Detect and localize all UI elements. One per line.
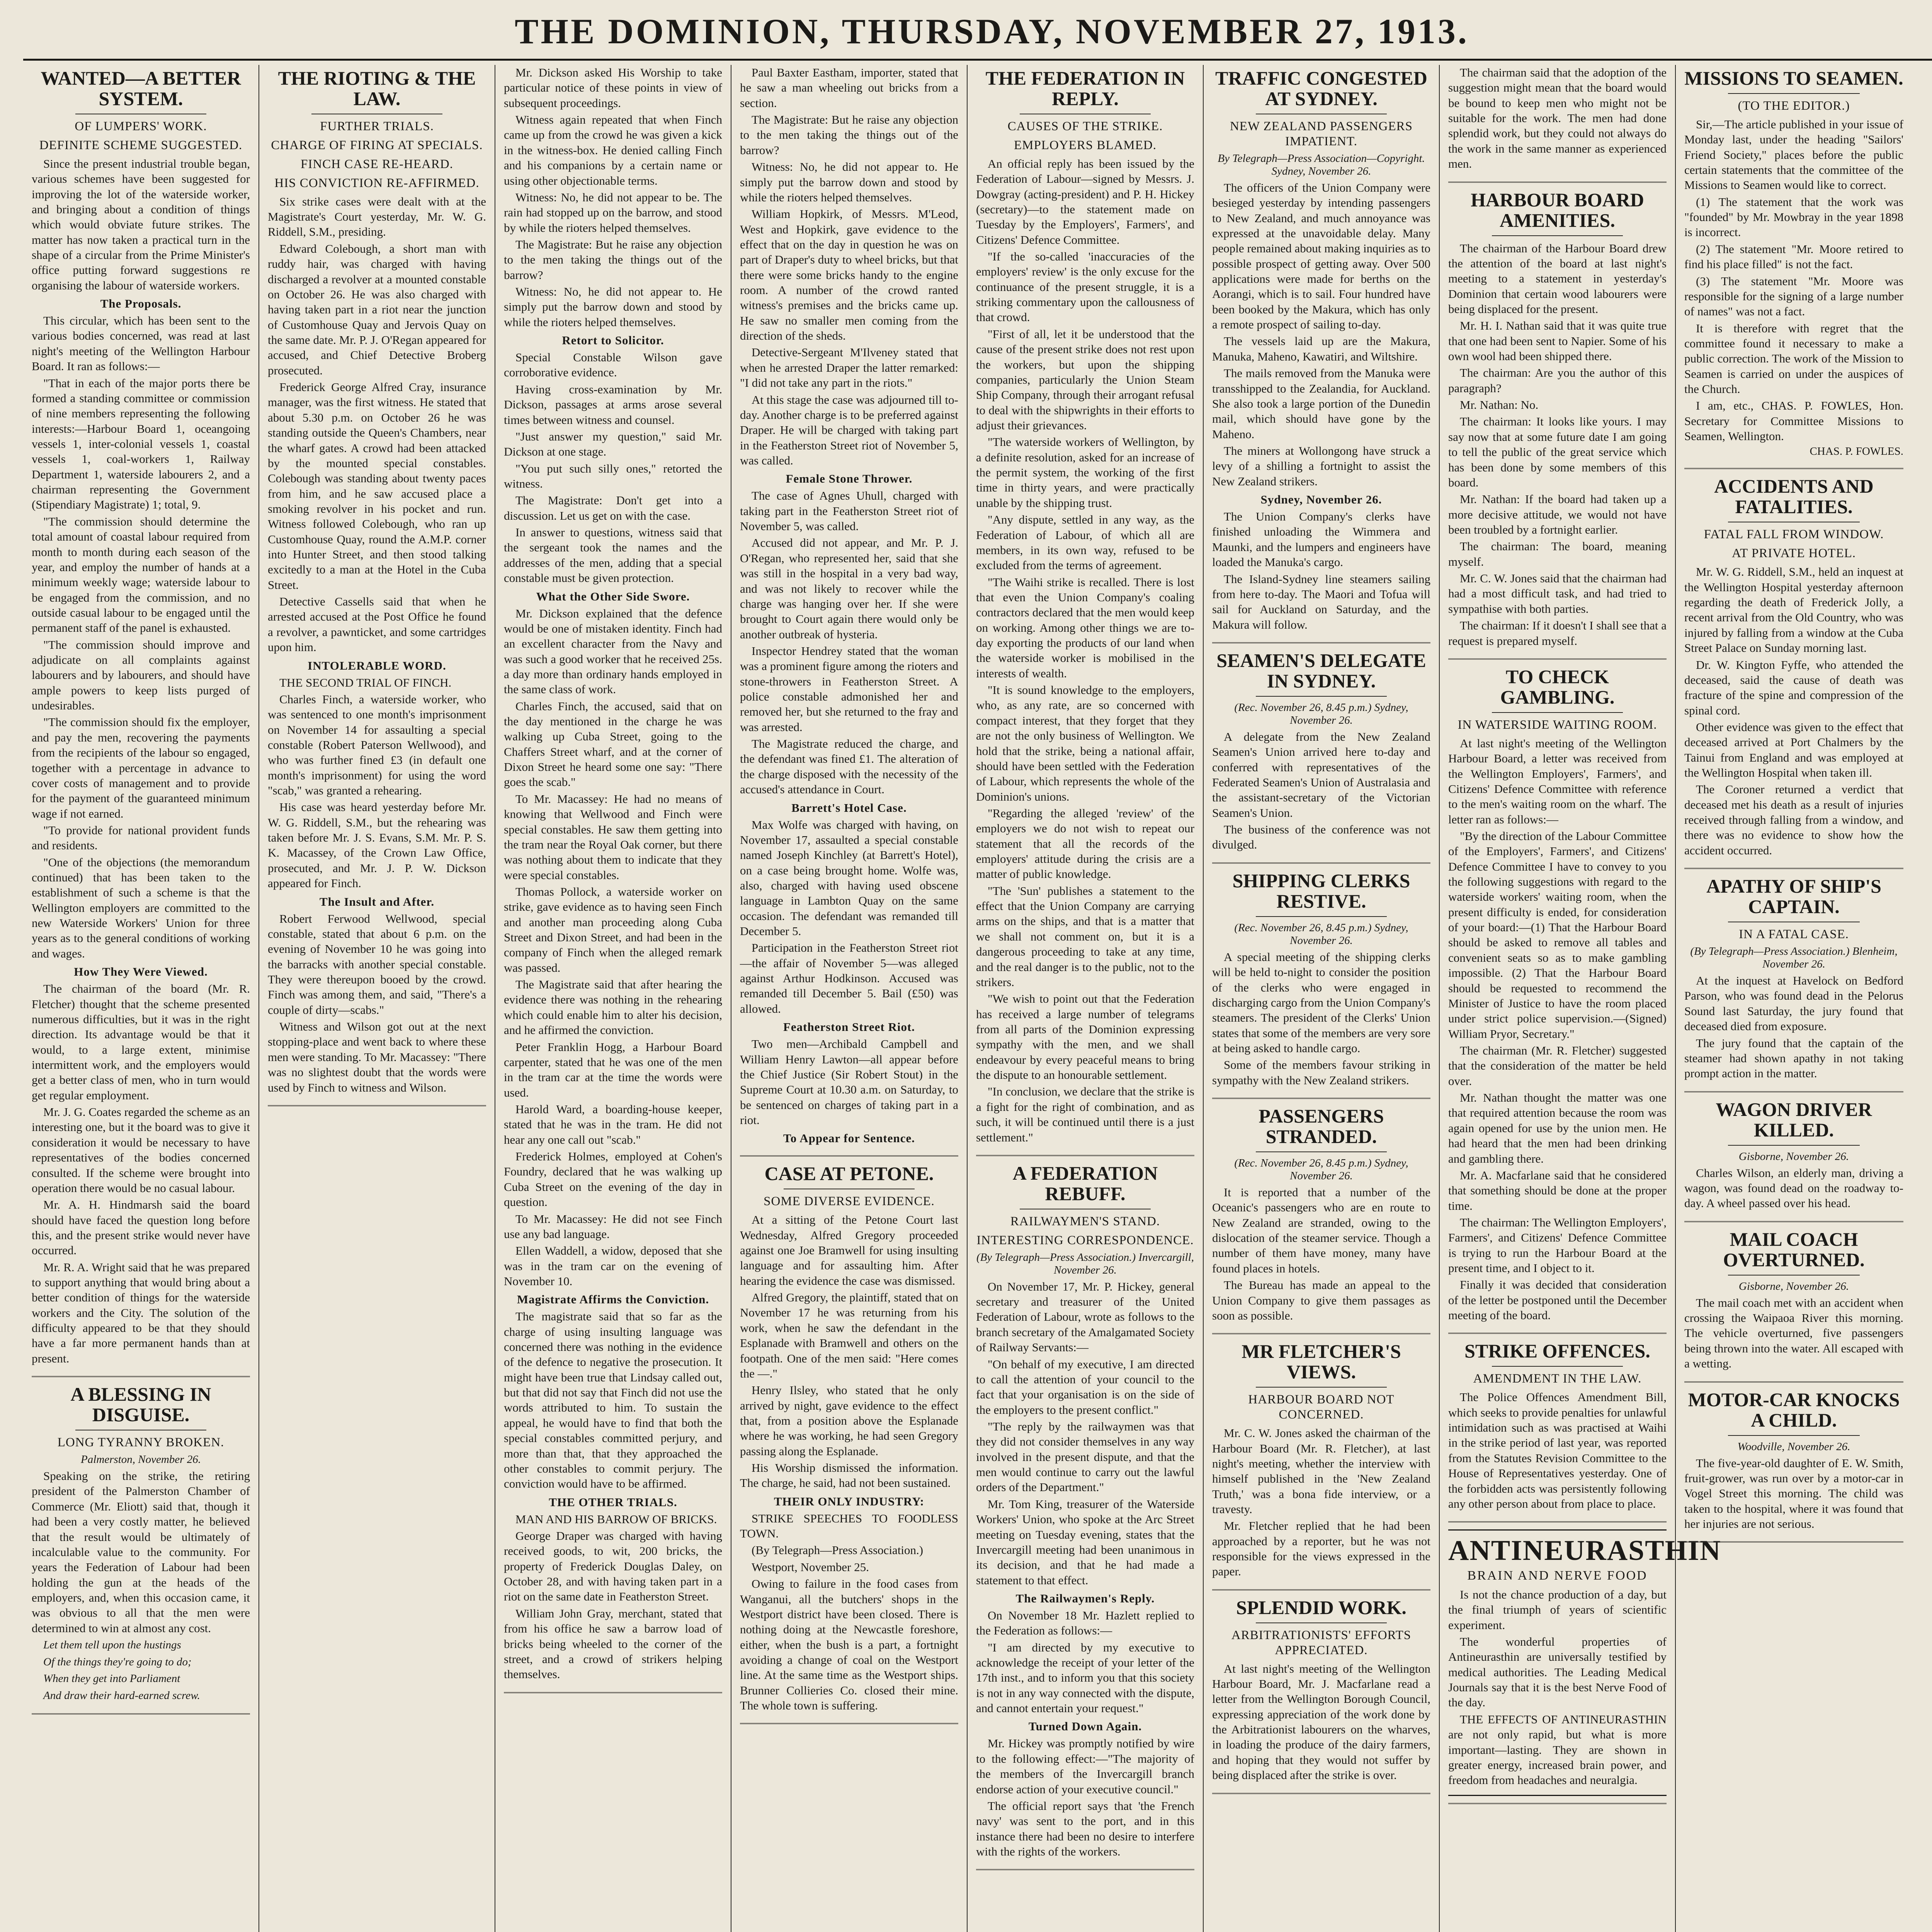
article-headline: MR FLETCHER'S VIEWS. [1242, 1340, 1401, 1383]
paragraph: The chairman: The Wellington Employers', Farmers', and Citizens' Defence Committee is trying to run the Harbour Board at the present time, and I object to it. [1448, 1215, 1667, 1275]
paragraph: "Regarding the alleged 'review' of the employers we do not wish to repeat our statement that all the records of the employers' attitude during the crisis are a matter of public knowledge. [976, 806, 1194, 881]
article [1448, 667, 1667, 1323]
article [1684, 1099, 1903, 1211]
article [1448, 190, 1667, 648]
paragraph: At this stage the case was adjourned till to-day. Another charge is to be preferred against Draper. He will be charged with taking part in the Featherston Street riot of November 5, was called. [740, 393, 958, 467]
article-subheading: AMENDMENT IN THE LAW. [1473, 1372, 1642, 1386]
article-subheading: LONG TYRANNY BROKEN. [57, 1435, 224, 1450]
article [504, 65, 722, 1682]
paragraph: Edward Colebough, a short man with ruddy hair, was charged with having discharged a revolver at a mounted constable on October 26. He was also charged with having taken part in a riot near the junction of Customhouse Quay and Jervois Quay on the same date. Mr. P. J. O'Regan appeared for accused, and Chief Detective Broberg prosecuted. [268, 242, 486, 377]
paragraph: Mr. Nathan: No. [1460, 398, 1539, 412]
article-separator [1448, 1803, 1667, 1804]
paragraph: I am, etc., CHAS. P. FOWLES, Hon. Secretary for Committee Missions to Seamen, Wellington. [1684, 399, 1903, 443]
paragraph: The official report says that 'the French navy' was sent to the port, and in this instance there had been no desire to interfere with the rights of the workers. [976, 1799, 1194, 1858]
dateline: (Rec. November 26, 8.45 p.m.) Sydney, November 26. [1234, 921, 1408, 947]
article [268, 68, 486, 1095]
paragraph: "We wish to point out that the Federation has received a large number of telegrams from all parts of the Dominion expressing sympathy with the men, and we shall endeavour by every peaceful means to bring the dispute to an honourable settlement. [976, 992, 1194, 1082]
masthead [23, 9, 1932, 61]
paragraph: "You put such silly ones," retorted the witness. [504, 461, 722, 490]
paragraph: The chairman: If it doesn't I shall see that a request is prepared myself. [1448, 619, 1667, 648]
paragraph: The miners at Wollongong have struck a levy of a shilling a fortnight to assist the New Zealand strikers. [1212, 444, 1430, 488]
verse-line: Let them tell upon the hustings [43, 1639, 181, 1651]
paragraph: The Magistrate said that after hearing the evidence there was nothing in the rehearing which could enable him to alter his decision, and he affirmed the conviction. [504, 978, 722, 1037]
column-7 [1440, 65, 1721, 1932]
paragraph: To Mr. Macassey: He did not see Finch use any bad language. [504, 1212, 722, 1241]
divider [1492, 235, 1623, 236]
paragraph: At last night's meeting of the Wellington Harbour Board, a letter was received from the Wellington Employers', Farmers', and Citizens' Defence Committee with reference to the men's waiting room on the wharf. The letter ran as follows:— [1448, 736, 1667, 826]
paragraph: The mail coach met with an accident when crossing the Waipaoa River this morning. The vehicle overturned, five passengers being thrown into the water. All escaped with a wetting. [1684, 1296, 1903, 1371]
paragraph: The Coroner returned a verdict that deceased met his death as a result of injuries received through falling from a window, and there was no evidence to show how the accident occurred. [1684, 782, 1903, 857]
article-separator [1212, 1098, 1430, 1099]
paragraph: The jury found that the captain of the steamer had shown apathy in not taking prompt action in the matter. [1684, 1036, 1903, 1080]
paragraph: THE EFFECTS OF ANTINEURASTHIN are not only rapid, but what is more important—lasting. They are shown in greater energy, increased brain power, and freedom from headaches and neuralgia. [1448, 1712, 1667, 1787]
paragraph: "The commission should improve and adjudicate on all complaints against labourers and by labourers, and should have ample powers to keep lists purged of undesirables. [32, 638, 250, 713]
paragraph: Speaking on the strike, the retiring president of the Palmerston Chamber of Commerce (Mr. Eliott) said that, though it had been a very costly matter, he believed that the result would be ultimately of incalculable value to the community. For years the Federation of Labour had been holding the gun at the heads of the employers, and, when this occasion came, it was obvious to all that the men were determined to win at almost any cost. [32, 1469, 250, 1635]
article-separator [1684, 468, 1903, 469]
column-2 [259, 65, 495, 1932]
paragraph: STRIKE SPEECHES TO FOODLESS TOWN. [740, 1511, 958, 1541]
paragraph: Alfred Gregory, the plaintiff, stated that on November 17 he was returning from his work, when he saw the defendant in the Esplanade with Bramwell and others on the footpath. One of the men said: "Here comes the —." [740, 1291, 958, 1380]
paragraph: Ellen Waddell, a widow, deposed that she was in the tram car on the evening of November 10. [504, 1244, 722, 1288]
article-subheading: CHARGE OF FIRING AT SPECIALS. [271, 138, 483, 152]
paragraph: William Hopkirk, of Messrs. M'Leod, West and Hopkirk, gave evidence to the effect that on the day in question he was on part of Draper's duty to wheel bricks, but that there were some bricks handy to the engine room. A number of the crowd ranted witness's premises and the bricks came up. He saw no smaller men coming from the direction of the sheds. [740, 207, 958, 343]
paragraph: Mr. Nathan thought the matter was one that required attention because the room was again opened for use by the union men. He had heard that the men had been drinking and gambling there. [1448, 1091, 1667, 1165]
article-headline: WANTED—A BETTER SYSTEM. [41, 67, 241, 109]
paragraph: On November 18 Mr. Hazlett replied to the Federation as follows:— [976, 1608, 1194, 1638]
paragraph: Frederick George Alfred Cray, insurance manager, was the first witness. He stated that about 5.30 p.m. on October 26 he was standing outside the Queen's Chambers, near the wharf gates. A crowd had been attacked by the mounted special constables. Colebough was standing about twenty paces from him, and he saw accused place a smoking revolver in his pocket and run. Witness followed Colebough, who ran up Customhouse Quay, round the A.M.P. corner into Hunter Street, and then stood talking excitedly to a man at the Hotel in the Cuba Street. [268, 380, 486, 592]
paragraph: The magistrate said that so far as the charge of using insulting language was concerned there was nothing in the evidence of the defence to negative the prosecution. It might have been true that Lindsay called out, but that did not say that Finch did not use the words attributed to him. To sustain the appeal, he would have to find that both the special constables committed perjury, and more than that, that they approached the other constables to commit perjury. The conviction would have to be affirmed. [504, 1310, 722, 1491]
article [1448, 1341, 1667, 1511]
article [32, 1384, 250, 1703]
paragraph: The Magistrate: Don't get into a discussion. Let us get on with the case. [504, 493, 722, 522]
paragraph: "If the so-called 'inaccuracies of the employers' review' is the only excuse for the continuance of the present struggle, it is a striking commentary upon the callousness of that crowd. [976, 250, 1194, 324]
article-headline: PASSENGERS STRANDED. [1259, 1105, 1384, 1148]
paragraph: George Draper was charged with having received goods, to wit, 200 bricks, the property of Frederick Douglas Daley, on October 28, and with having taken part in a riot on the same date in Featherston Street. [504, 1529, 722, 1604]
dateline: (Rec. November 26, 8.45 p.m.) Sydney, November 26. [1234, 1157, 1408, 1182]
paragraph: Mr. J. G. Coates regarded the scheme as an interesting one, but it the board was to give it consideration it would be necessary to have representatives of the bodies concerned consulted. If the scheme were brought into operation there would be no casual labour. [32, 1105, 250, 1195]
article-headline: ANTINEURASTHIN [1448, 1535, 1721, 1567]
paragraph: Westport, November 25. [752, 1560, 869, 1574]
paragraph: The Magistrate: But he raise any objection to the men taking the things out of the barrow? [504, 237, 722, 282]
section-subheading: Magistrate Affirms the Conviction. [517, 1293, 709, 1306]
paragraph: Max Wolfe was charged with having, on November 17, assaulted a special constable named Joseph Kinchley (at Barrett's Hotel), on a case being brought home. Wolfe was, also, charged with having used obscene language in Lambton Quay on the same occasion. The defendant was remanded till December 5. [740, 818, 958, 938]
article-subheading: FINCH CASE RE-HEARD. [301, 157, 453, 171]
paragraph: Sir,—The article published in your issue of Monday last, under the heading "Sailors' Friend Society," places before the public certain statements that the committee of the Missions to Seamen would like to correct. [1684, 117, 1903, 192]
paragraph: "On behalf of my executive, I am directed to call the attention of your council to the fact that your organisation is on the side of the employers to the present conflict." [976, 1357, 1194, 1417]
paragraph: Two men—Archibald Campbell and William Henry Lawton—all appear before the Chief Justice (Sir Robert Stout) in the Supreme Court at 10.30 a.m. on Saturday, to be sentenced on charges of taking part in a riot. [740, 1037, 958, 1127]
section-subheading: Barrett's Hotel Case. [791, 801, 907, 815]
article [740, 65, 958, 1145]
paragraph: Special Constable Wilson gave corroborative evidence. [504, 350, 722, 379]
paragraph: Charles Wilson, an elderly man, driving a wagon, was found dead on the roadway to-day. A wheel passed over his head. [1684, 1166, 1903, 1210]
paragraph: The Bureau has made an appeal to the Union Company to give them passages as soon as possible. [1212, 1278, 1430, 1322]
paragraph: Mr. Dickson asked His Worship to take particular notice of these points in view of subsequent proceedings. [504, 66, 722, 110]
column-4 [731, 65, 968, 1932]
paragraph: A special meeting of the shipping clerks will be held to-night to consider the position of the clerks who were engaged in discharging cargo from the Union Company's steamers. The president of the Clerks' Union states that some of the members are very sore at being asked to handle cargo. [1212, 950, 1430, 1055]
section-subheading: The Insult and After. [319, 895, 435, 908]
paragraph: The chairman of the Harbour Board drew the attention of the board at last night's meeting to a statement in yesterday's Dominion that certain wood labourers were being displaced for the present. [1448, 241, 1667, 316]
paragraph: It is therefore with regret that the committee found it necessary to make a public correction. The work of the Mission to Seamen is carried on under the auspices of the Church. [1684, 321, 1903, 396]
divider [1256, 696, 1387, 697]
paragraph: Dr. W. Kington Fyffe, who attended the deceased, said the cause of death was fracture of the spine and compression of the spinal cord. [1684, 658, 1903, 717]
article-headline: WAGON DRIVER KILLED. [1716, 1098, 1872, 1141]
article-subheading: INTERESTING CORRESPONDENCE. [976, 1233, 1194, 1247]
paragraph: Mr. Nathan: If the board had taken up a more decisive attitude, we would not have been troubled by a fortnight earlier. [1448, 492, 1667, 536]
article [1212, 1106, 1430, 1323]
paragraph: The vessels laid up are the Makura, Manuka, Maheno, Kawatiri, and Wiltshire. [1212, 334, 1430, 363]
paragraph: The mails removed from the Manuka were transshipped to the Zealandia, for Auckland. She also took a large portion of the Dunedin mail, which should have gone by the Maheno. [1212, 366, 1430, 441]
verse-line: And draw their hard-earned screw. [43, 1689, 200, 1702]
paragraph: Henry Ilsley, who stated that he only arrived by night, gave evidence to the effect that, from a position above the Esplanade where he was working, he had seen Gregory passing along the Esplanade. [740, 1383, 958, 1458]
divider [1492, 712, 1623, 713]
paragraph: Witness: No, he did not appear to be. The rain had stopped up on the barrow, and stood by while the rioters helped themselves. [504, 190, 722, 235]
paragraph: Some of the members favour striking in sympathy with the New Zealand strikers. [1212, 1058, 1430, 1087]
article-separator [1212, 642, 1430, 643]
article-separator [740, 1155, 958, 1156]
dateline: (By Telegraph—Press Association.) Blenheim, November 26. [1690, 945, 1898, 971]
paragraph: Owing to failure in the food cases from Wanganui, all the butchers' shops in the Westport district have been closed. There is nothing doing at the Newcastle foreshore, either, when the bush is a part, a fortnight avoiding a change of coal on the Westport line. At the same time as the Westport ships. Brunner Collieries Co. closed their mine. The whole town is suffering. [740, 1577, 958, 1713]
paragraph: Peter Franklin Hogg, a Harbour Board carpenter, stated that he was one of the men in the tram car at the time the words were used. [504, 1040, 722, 1099]
article [1684, 476, 1903, 858]
paragraph: Frederick Holmes, employed at Cohen's Foundry, declared that he was walking up Cuba Street on the evening of the day in question. [504, 1150, 722, 1209]
article-subheading: CAUSES OF THE STRIKE. [1007, 119, 1163, 133]
paragraph: The officers of the Union Company were besieged yesterday by intending passengers to New Zealand, and much annoyance was expressed at the unavoidable delay. Many people remained about making inquiries as to possible prospect of getting away. Over 500 applications were made for berths on the Aorangi, which is to sail. Four hundred have been booked by the Makura, which has only a remote prospect of sailing to-day. [1212, 180, 1430, 332]
paragraph: "It is sound knowledge to the employers, who, as any rate, are so concerned with compact interest, that they forget that they are not the only business of Wellington. We hold that the strike, being a national affair, should have been settled with the Federation of Labour, which represents the whole of the Dominion's unions. [976, 683, 1194, 803]
signature: CHAS. P. FOWLES. [1810, 445, 1903, 458]
paragraph: Mr. A. H. Hindmarsh said the board should have faced the question long before this, and the present strike would never have occurred. [32, 1198, 250, 1257]
paragraph: "The waterside workers of Wellington, by a definite resolution, asked for an increase of the permit system, the working of the first time in thirty years, and were practically unable by the shipping trust. [976, 435, 1194, 510]
article-separator [1684, 868, 1903, 869]
article-separator [32, 1713, 250, 1714]
paragraph: At last night's meeting of the Wellington Harbour Board, Mr. J. Macfarlane read a letter from the Wellington Borough Council, expressing appreciation of the work done by the Arbitrationist labourers on the wharves, in loading the produce of the dairy farmers, and hoping that they would not suffer by being displaced after the strike is over. [1212, 1662, 1430, 1782]
article [1684, 876, 1903, 1081]
paragraph: The Police Offences Amendment Bill, which seeks to provide penalties for unlawful intimidation such as was practised at Waihi in the strike period of last year, was reported from the Statutes Revision Committee to the House of Representatives yesterday. One of the forbidden acts was persistently following any other person about from place to place. [1448, 1390, 1667, 1510]
paragraph: Mr. W. G. Riddell, S.M., held an inquest at the Wellington Hospital yesterday afternoon regarding the death of Frederick Jolly, a recent arrival from the Old Country, who was injured by falling from a window at the Cuba Street Palace on Sunday morning last. [1684, 565, 1903, 655]
paragraph: William John Gray, merchant, stated that from his office he saw a barrow load of bricks being wheeled to the corner of the street, and a crowd of strikers helping themselves. [504, 1606, 722, 1681]
paragraph: Detective-Sergeant M'Ilveney stated that when he arrested Draper the latter remarked: "I did not take any part in the riots." [740, 345, 958, 390]
paragraph: An official reply has been issued by the Federation of Labour—signed by Messrs. J. Dowgray (acting-president) and P. H. Hickey (secretary)—to the statement made on Tuesday by the Employers', Farmers', and Citizens' Defence Committee. [976, 156, 1194, 247]
article-subheading: DEFINITE SCHEME SUGGESTED. [39, 138, 243, 152]
section-subheading: Turned Down Again. [1028, 1719, 1142, 1733]
paragraph: Witness: No, he did not appear to. He simply put the barrow down and stood by while the rioters helped themselves. [740, 160, 958, 204]
dateline: (By Telegraph—Press Association.) Invercargill, November 26. [976, 1251, 1194, 1276]
dateline: Gisborne, November 26. [1738, 1150, 1849, 1163]
article [1684, 68, 1903, 458]
article-separator [740, 1723, 958, 1724]
divider [1728, 1275, 1859, 1276]
section-subheading: Female Stone Thrower. [786, 472, 913, 486]
article [976, 68, 1194, 1145]
article [1212, 1341, 1430, 1579]
paragraph: Charles Finch, the accused, said that on the day mentioned in the charge he was walking up Cuba Street, going to the Chaffers Street wharf, and at the corner of Dixon Street he heard some one say: "There goes the scab." [504, 699, 722, 789]
article-separator [1684, 1541, 1903, 1543]
article [1212, 650, 1430, 852]
article-separator [976, 1869, 1194, 1870]
article-headline: MAIL COACH OVERTURNED. [1723, 1228, 1865, 1270]
paragraph: Participation in the Featherston Street riot—the affair of November 5—was alleged against Arthur Hodkinson. Accused was remanded till December 5. Bail (£50) was allowed. [740, 941, 958, 1015]
article-headline: APATHY OF SHIP'S CAPTAIN. [1706, 875, 1881, 918]
column-8 [1676, 65, 1912, 1932]
article [1684, 1389, 1903, 1532]
paragraph: "That in each of the major ports there be formed a standing committee or commission of nine members representing the following interests:—Harbour Board 1, oceangoing vessels 1, inter-colonial vessels 1, coastal vessels 1, coal-workers 1, Railway Department 1, waterside labourers 2, and a chairman representing the Government (Stipendiary Magistrate) 1; total, 9. [32, 376, 250, 512]
article-separator [1448, 1521, 1667, 1522]
paragraph: The chairman: It looks like yours. I may say now that at some future date I am going to tell the public of the great service which has been done by some members of this board. [1448, 415, 1667, 489]
column-5 [968, 65, 1204, 1932]
article-separator [1448, 182, 1667, 183]
divider [1256, 1622, 1387, 1623]
dateline: Palmerston, November 26. [81, 1453, 201, 1466]
paragraph: To Mr. Macassey: He had no means of knowing that Wellwood and Finch were special constables. He saw them getting into the tram near the Royal Oak corner, but there was nothing about them to indicate that they were special constables. [504, 792, 722, 882]
article [32, 68, 250, 1366]
paragraph: The chairman (Mr. R. Fletcher) suggested that the consideration of the matter be held over. [1448, 1043, 1667, 1088]
article-headline: MISSIONS TO SEAMEN. [1684, 67, 1903, 89]
article-separator [1448, 658, 1667, 660]
paragraph: Mr. Hickey was promptly notified by wire to the following effect:—"The majority of the members of the Invercargill branch endorse action of your executive council." [976, 1736, 1194, 1796]
paragraph: Inspector Hendrey stated that the woman was a prominent figure among the rioters and stone-throwers in Featherston Street. A police constable admonished her and removed her, but she returned to the fray and was arrested. [740, 644, 958, 734]
paragraph: THE SECOND TRIAL OF FINCH. [279, 675, 452, 689]
paragraph: The five-year-old daughter of E. W. Smith, fruit-grower, was run over by a motor-car in Vogel Street this morning. The child was taken to the hospital, where it was found that her injuries are not serious. [1684, 1456, 1903, 1531]
article-headline: THE RIOTING & THE LAW. [278, 67, 476, 109]
paragraph: (1) The statement that the work was "founded" by Mr. Mowbray in the year 1898 is incorrect. [1684, 195, 1903, 239]
article-headline: CASE AT PETONE. [764, 1163, 934, 1185]
article-separator [1212, 1333, 1430, 1334]
paragraph: The Magistrate: But he raise any objection to the men taking the things out of the barrow? [740, 113, 958, 157]
article-headline: ACCIDENTS AND FATALITIES. [1714, 475, 1874, 518]
paragraph: The chairman of the board (Mr. R. Fletcher) thought that the scheme presented numerous difficulties, but it was in the right direction. Its advantage would be that it would, to a large extent, minimise intermittent work, and the employers would get a better class of men, who in turn would get regular employment. [32, 982, 250, 1102]
article-separator [32, 1376, 250, 1377]
paragraph: "Just answer my question," said Mr. Dickson at one stage. [504, 429, 722, 459]
article-separator [1448, 1333, 1667, 1334]
article-headline: MOTOR-CAR KNOCKS A CHILD. [1688, 1388, 1900, 1431]
dateline: Woodville, November 26. [1737, 1440, 1850, 1453]
article [1212, 871, 1430, 1088]
article-subheading: EMPLOYERS BLAMED. [1014, 138, 1157, 152]
article [1212, 1597, 1430, 1783]
paragraph: Robert Ferwood Wellwood, special constable, stated that about 6 p.m. on the evening of November 10 he was going into the barracks with another special constable. They were thereupon booed by the crowd. Finch was among them, and said, "There's a couple of dirty—scabs." [268, 912, 486, 1017]
paragraph: It is reported that a number of the Oceanic's passengers who are en route to New Zealand are stranded, owing to the dislocation of the steamer service. Though a number of them have money, many have found places in hotels. [1212, 1185, 1430, 1275]
paragraph: Thomas Pollock, a waterside worker on strike, gave evidence as to having seen Finch and another man proceeding along Cuba Street and Dixon Street, and had been in the company of Finch when the alleged remark was passed. [504, 884, 722, 975]
paragraph: "The commission should determine the total amount of coastal labour required from month to month during each season of the year, and employ the number of hands at a minimum weekly wage; waterside labour to be engaged from the commission, and no outside casual labour to be engaged until the permanent staff of the panel is exhausted. [32, 514, 250, 635]
divider [1492, 1366, 1623, 1367]
column-1 [23, 65, 259, 1932]
paragraph: Mr. Tom King, treasurer of the Waterside Workers' Union, who spoke at the Arc Street meeting on Tuesday evening, states that the Invercargill meeting had been unanimous in its decision, and that he had made a statement to that effect. [976, 1497, 1194, 1587]
paragraph: Mr. R. A. Wright said that he was prepared to support anything that would bring about a better condition of things for the waterside workers and the City. The solution of the difficulty appeared to be that they should have a far more permanent hands than at present. [32, 1260, 250, 1365]
divider [1256, 1387, 1387, 1388]
article [740, 1163, 958, 1713]
section-subheading: The Proposals. [100, 297, 182, 311]
article-separator [1212, 862, 1430, 864]
paragraph: On November 17, Mr. P. Hickey, general secretary and treasurer of the United Federation of Labour, wrote as follows to the branch secretary of the Amalgamated Society of Railway Servants:— [976, 1279, 1194, 1354]
paragraph: Witness again repeated that when Finch came up from the crowd he was given a kick in the witness-box. He denied calling Finch and his companions by a certain name or using other objectionable terms. [504, 113, 722, 187]
paragraph: Witness and Wilson got out at the next stopping-place and went back to where these men were standing. To Mr. Macassey: "There was no slightest doubt that the words were used by Finch to witness and Wilson. [268, 1020, 486, 1094]
article-subheading: BRAIN AND NERVE FOOD [1467, 1568, 1648, 1583]
section-subheading: To Appear for Sentence. [783, 1131, 915, 1145]
advertisement [1448, 1529, 1721, 1796]
dateline: By Telegraph—Press Association—Copyright. Sydney, November 26. [1218, 152, 1425, 177]
article-headline: THE FEDERATION IN REPLY. [985, 67, 1185, 109]
section-subheading: INTOLERABLE WORD. [308, 658, 446, 672]
paragraph: "The reply by the railwaymen was that they did not consider themselves in any way involved in the present dispute, and that the men would continue to carry out the lawful orders of the Department." [976, 1419, 1194, 1494]
paragraph: "The 'Sun' publishes a statement to the effect that the Union Company are carrying arms on the ships, and that is a matter that we shall not comment on, but it is a dangerous proceeding to take at any time, and the real danger is to the public, not to the strikers. [976, 884, 1194, 989]
article-subheading: RAILWAYMEN'S STAND. [1010, 1214, 1160, 1228]
section-subheading: THE OTHER TRIALS. [549, 1495, 677, 1509]
paragraph: The case of Agnes Uhull, charged with taking part in the Featherston Street riot of November 5, was called. [740, 489, 958, 533]
section-subheading: Featherston Street Riot. [783, 1020, 915, 1034]
paragraph: The business of the conference was not divulged. [1212, 823, 1430, 852]
divider [1256, 1151, 1387, 1152]
paragraph: Having cross-examination by Mr. Dickson, passages at arms arose several times between witness and counsel. [504, 382, 722, 427]
verse-line: Of the things they're going to do; [43, 1655, 192, 1668]
article-headline: A FEDERATION REBUFF. [1012, 1162, 1158, 1204]
section-subheading: How They Were Viewed. [74, 965, 208, 979]
paragraph: His Worship dismissed the information. The charge, he said, had not been sustained. [740, 1461, 958, 1490]
article-separator [1212, 1589, 1430, 1590]
paragraph: "In conclusion, we declare that the strike is a fight for the right of combination, and as such, it will be continued until there is a just settlement." [976, 1085, 1194, 1144]
paragraph: The chairman: The board, meaning myself. [1448, 539, 1667, 568]
section-subheading: Retort to Solicitor. [562, 333, 664, 347]
article-headline: SEAMEN'S DELEGATE IN SYDNEY. [1216, 649, 1426, 692]
divider [1728, 93, 1859, 94]
paragraph: The wonderful properties of Antineurasthin are universally testified by medical authorities. The Leading Medical Journals say that it is the best Nerve Food of the day. [1448, 1635, 1667, 1709]
paragraph: "One of the objections (the memorandum continued) that has been taken to the establishment of such a scheme is that the Wellington employers are committed to the new Waterside Workers' Union for three years as to the general conditions of working and wages. [32, 855, 250, 960]
paragraph: The chairman: Are you the author of this paragraph? [1448, 366, 1667, 395]
paragraph: Paul Baxter Eastham, importer, stated that he saw a man wheeling out bricks from a section. [740, 66, 958, 110]
paragraph: Six strike cases were dealt with at the Magistrate's Court yesterday, Mr. W. G. Riddell, S.M., presiding. [268, 194, 486, 239]
dateline: (Rec. November 26, 8.45 p.m.) Sydney, November 26. [1234, 701, 1408, 726]
paragraph: Mr. H. I. Nathan said that it was quite true that one had been sent to Napier. Some of his own wool had been shipped there. [1448, 319, 1667, 363]
paragraph: Harold Ward, a boarding-house keeper, stated that he was in the tram. He did not hear any one call out "scab." [504, 1102, 722, 1146]
article-separator [1212, 1793, 1430, 1794]
article-headline: TO CHECK GAMBLING. [1500, 665, 1615, 708]
article-subheading: HARBOUR BOARD NOT CONCERNED. [1248, 1393, 1395, 1422]
paragraph: Mr. C. W. Jones asked the chairman of the Harbour Board (Mr. R. Fletcher), at last night's meeting, whether the interview with himself published in the 'New Zealand Truth,' was a bona fide interview, or a travesty. [1212, 1426, 1430, 1516]
paragraph: "The commission should fix the employer, and pay the men, recovering the payments from the recipients of the labour so engaged, together with a percentage in advance to cover costs of management and to provide for the payment of the guaranteed minimum wage if not earned. [32, 715, 250, 820]
divider [1728, 1145, 1859, 1146]
article-subheading: FURTHER TRIALS. [320, 119, 434, 133]
paragraph: Mr. Dickson explained that the defence would be one of mistaken identity. Finch had an excellent character from the Navy and was such a good worker that he received 25s. a day more than ordinary hands employed in the same class of work. [504, 606, 722, 696]
column-6 [1204, 65, 1440, 1932]
article-subheading: FATAL FALL FROM WINDOW. [1704, 527, 1884, 542]
section-subheading: Sydney, November 26. [1260, 493, 1382, 507]
paragraph: Mr. A. Macfarlane said that he considered that something should be done at the proper time. [1448, 1168, 1667, 1213]
article-subheading: IN WATERSIDE WAITING ROOM. [1458, 718, 1657, 732]
paragraph: MAN AND HIS BARROW OF BRICKS. [515, 1512, 717, 1526]
paragraph: In answer to questions, witness said that the sergeant took the names and the addresses of the men, adding that a special constable must be given protection. [504, 526, 722, 585]
article-separator [504, 1692, 722, 1693]
divider [1728, 1435, 1859, 1436]
paragraph: Other evidence was given to the effect that deceased arrived at Port Chalmers by the Tainui from England and was employed at the Wellington Hospital when taken ill. [1684, 720, 1903, 780]
paragraph: At a sitting of the Petone Court last Wednesday, Alfred Gregory proceeded against one Joe Bramwell for using insulting language and for assaulting him. After hearing the evidence the case was dismissed. [740, 1213, 958, 1287]
divider [1256, 916, 1387, 917]
article-separator [1684, 1221, 1903, 1222]
article-headline: SHIPPING CLERKS RESTIVE. [1232, 869, 1410, 912]
paragraph: Mr. Fletcher replied that he had been approached by a reporter, but he was not responsible for the views expressed in the paper. [1212, 1519, 1430, 1578]
section-subheading: THEIR ONLY INDUSTRY: [774, 1494, 925, 1508]
paragraph: This circular, which has been sent to the various bodies concerned, was read at last night's meeting of the Wellington Harbour Board. It ran as follows:— [32, 314, 250, 373]
article-subheading: ARBITRATIONISTS' EFFORTS APPRECIATED. [1231, 1628, 1412, 1657]
paragraph: A delegate from the New Zealand Seamen's Union arrived here to-day and conferred with representatives of the Federated Seamen's Union of Australasia and the assistant-secretary of the Victorian Seamen's Union. [1212, 730, 1430, 820]
article-subheading: IN A FATAL CASE. [1739, 927, 1849, 942]
paragraph: Finally it was decided that consideration of the letter be postponed until the December meeting of the board. [1448, 1278, 1667, 1322]
article-subheading: NEW ZEALAND PASSENGERS IMPATIENT. [1230, 119, 1413, 148]
article-headline: STRIKE OFFENCES. [1464, 1340, 1650, 1362]
paragraph: At the inquest at Havelock on Bedford Parson, who was found dead in the Pelorus Sound last Saturday, the jury found that deceased died from exposure. [1684, 974, 1903, 1033]
paragraph: The Magistrate reduced the charge, and the defendant was fined £1. The alteration of the charge disposed with the necessity of the accused's attendance in Court. [740, 737, 958, 796]
section-subheading: What the Other Side Swore. [536, 589, 690, 603]
paragraph: The Union Company's clerks have finished unloading the Wimmera and Maunki, and the lumpers and engineers have loaded the Manuka's cargo. [1212, 510, 1430, 569]
article [1212, 68, 1430, 632]
paragraph: "By the direction of the Labour Committee of the Employers', Farmers', and Citizens' Defence Committee I have to convey to you the following suggestions with regard to the waterside workers' waiting room, when the present difficulty is ended, for consideration of your board:—(1) That the Harbour Board should be asked to remove all tables and convenient seats so as to make gambling impossible. (2) That the Harbour Board should be requested to recommend the Minister of Justice to have the room placed under strict police supervision.—(Signed) William Pryor, Secretary." [1448, 829, 1667, 1041]
article-headline: HARBOUR BOARD AMENITIES. [1471, 189, 1644, 231]
article-separator [1684, 1091, 1903, 1092]
paragraph: Accused did not appear, and Mr. P. J. O'Regan, who represented her, said that she was still in the hospital in a very bad way, and was not likely to recover while the charge was hanging over her. If she were brought to Court again there would only be another outbreak of hysteria. [740, 536, 958, 641]
article-subheading: HIS CONVICTION RE-AFFIRMED. [274, 176, 480, 190]
column-3 [495, 65, 731, 1932]
paragraph: (2) The statement "Mr. Moore retired to find his place filled" is not the fact. [1684, 242, 1903, 271]
paragraph: "Any dispute, settled in any way, as the Federation of Labour, of which all are members, in its own way, refused to be excluded from the terms of agreement. [976, 513, 1194, 572]
paragraph: "First of all, let it be understood that the cause of the present strike does not rest upon the workers, but upon the shipping companies, particularly the Union Steam Ship Company, through their arrogant refusal to deal with the shipwrights in their efforts to adjust their grievances. [976, 327, 1194, 432]
paragraph: (3) The statement "Mr. Moore was responsible for the signing of a large number of names" was not a fact. [1684, 274, 1903, 318]
paragraph: "To provide for national provident funds and residents. [32, 823, 250, 852]
paragraph: His case was heard yesterday before Mr. W. G. Riddell, S.M., but the rehearing was taken before Mr. J. S. Evans, S.M. Mr. P. S. K. Macassey, of the Crown Law Office, prosecuted, and Mr. J. P. W. Dickson appeared for Finch. [268, 800, 486, 890]
article-headline: A BLESSING IN DISGUISE. [70, 1383, 211, 1426]
dateline: Gisborne, November 26. [1738, 1280, 1849, 1293]
section-subheading: The Railwaymen's Reply. [1015, 1591, 1155, 1605]
paragraph: Detective Cassells said that when he arrested accused at the Post Office he found a revolver, a pawnticket, and some cartridges upon him. [268, 595, 486, 654]
article-subheading: (TO THE EDITOR.) [1738, 99, 1850, 113]
paragraph: Charles Finch, a waterside worker, who was sentenced to one month's imprisonment on November 14 for assaulting a special constable (Robert Paterson Wellwood), and who was further fined £3 (in default one month's imprisonment) for using the word "scab," was granted a rehearing. [268, 692, 486, 798]
article-separator [1684, 1381, 1903, 1383]
verse-line: When they get into Parliament [43, 1672, 180, 1685]
article-subheading: OF LUMPERS' WORK. [75, 119, 207, 133]
columns-container [23, 65, 1932, 1932]
article-subheading: SOME DIVERSE EVIDENCE. [764, 1194, 935, 1209]
article-separator [268, 1105, 486, 1106]
article-separator [976, 1155, 1194, 1156]
paragraph: "The Waihi strike is recalled. There is lost that even the Union Company's coaling contractors declared that the men would keep on working. Among other things we are to-day exporting the products of our land when the waterside worker is mobilised in the interests of wealth. [976, 575, 1194, 680]
article-headline: SPLENDID WORK. [1236, 1596, 1406, 1618]
article-headline: TRAFFIC CONGESTED AT SYDNEY. [1215, 67, 1427, 109]
paragraph: The chairman said that the adoption of the suggestion might mean that the board would be bound to keep men who might not be suitable for the work. The men had done splendid work, but they could not always do the work in the same manner as experienced men. [1448, 66, 1667, 171]
paragraph: "I am directed by my executive to acknowledge the receipt of your letter of the 17th inst., and to inform you that this society is not in any way connected with the dispute, and cannot entertain your request." [976, 1640, 1194, 1715]
paragraph: Is not the chance production of a day, but the final triumph of years of scientific experiment. [1448, 1587, 1667, 1632]
newspaper-title: THE DOMINION, THURSDAY, NOVEMBER 27, 1913. [515, 12, 1469, 51]
paragraph: Mr. C. W. Jones said that the chairman had had a most difficult task, and had tried to sympathise with both parties. [1448, 571, 1667, 616]
paragraph: (By Telegraph—Press Association.) [752, 1543, 923, 1557]
paragraph: Witness: No, he did not appear to. He simply put the barrow down and stood by while the rioters helped themselves. [504, 285, 722, 329]
article [976, 1163, 1194, 1859]
paragraph: The Island-Sydney line steamers sailing from here to-day. The Maori and Tofua will sail for Auckland on Saturday, and the Makura will follow. [1212, 572, 1430, 631]
paragraph: Since the present industrial trouble began, various schemes have been suggested for improving the lot of the waterside worker, and bringing about a condition of things which would obviate future strikes. The matter has now taken a practical turn in the shape of a circular from the Prime Minister's office putting forward suggestions re organising the labour of waterside workers. [32, 156, 250, 292]
article [1684, 1229, 1903, 1371]
article-subheading: AT PRIVATE HOTEL. [1731, 546, 1856, 561]
article [1448, 65, 1667, 172]
